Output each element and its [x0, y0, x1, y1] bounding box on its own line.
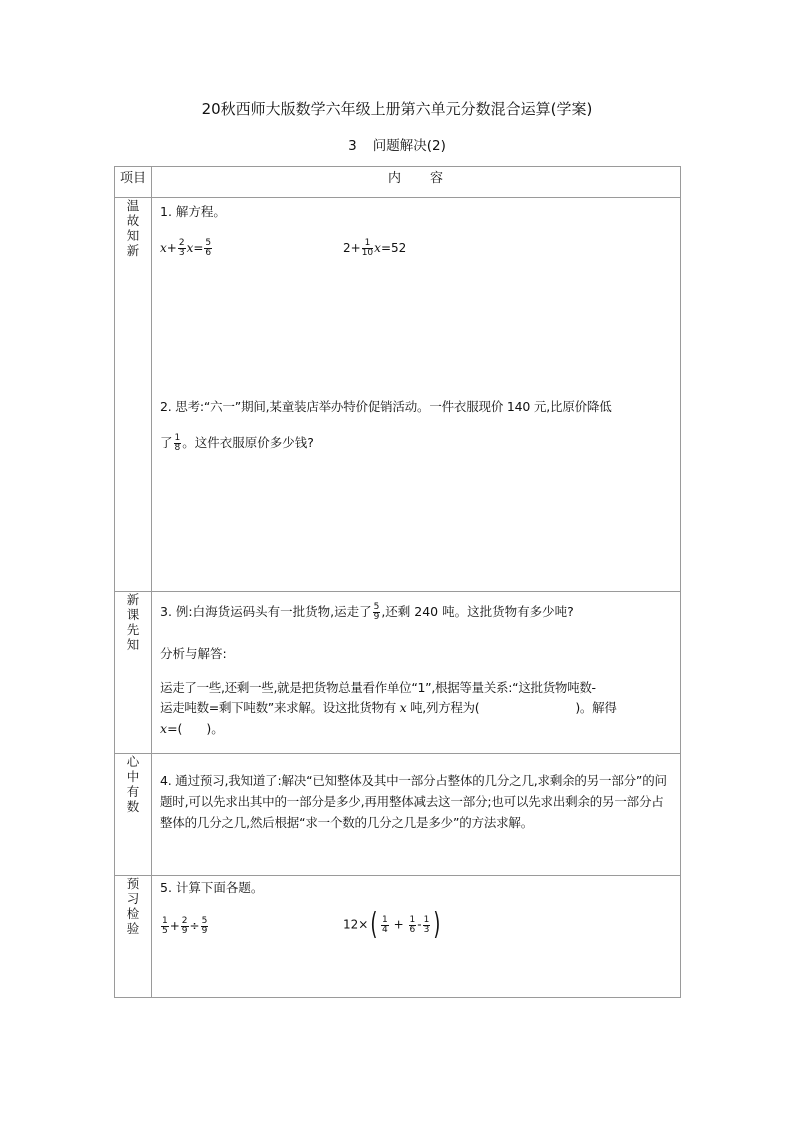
table-header-row: [115, 167, 681, 198]
analysis-line-2: [160, 696, 676, 720]
question-2-text: 了: [160, 435, 173, 450]
variable-x: x: [399, 700, 407, 715]
denominator: 10: [361, 248, 374, 258]
denominator: 6: [205, 248, 212, 258]
row-new-lesson: [115, 592, 681, 754]
row-label-cell: [115, 198, 152, 592]
denominator: 5: [162, 926, 168, 936]
section-subtitle: [0, 134, 794, 154]
fraction: [362, 239, 373, 258]
denominator: 3: [178, 248, 185, 258]
denominator: 4: [382, 924, 388, 935]
operator: +: [166, 241, 177, 255]
row-label-cell: [115, 754, 152, 876]
variable-x: x: [374, 241, 381, 255]
fraction: [178, 239, 186, 258]
column-header-item: 项目: [115, 167, 152, 198]
question-3: [160, 600, 574, 624]
row-label-cell: [115, 592, 152, 754]
numerator: 1: [409, 914, 416, 925]
numerator: 5: [373, 602, 380, 612]
numerator: 1: [174, 433, 181, 443]
row-content-review: [152, 198, 681, 592]
fraction: [381, 916, 389, 935]
fraction: [204, 239, 212, 258]
analysis-text: )。解得: [575, 700, 617, 715]
expression-lead: 12×: [343, 917, 369, 932]
expression-2: [343, 907, 443, 942]
denominator: 3: [423, 924, 430, 935]
row-check: [115, 876, 681, 998]
row-label-check: 预习检验: [126, 876, 140, 936]
question-2-text: 。这件衣服原价多少钱?: [182, 435, 314, 450]
fraction: [174, 434, 182, 453]
fraction: [161, 917, 169, 936]
denominator: 8: [174, 443, 181, 453]
numerator: 1: [382, 914, 388, 925]
denominator: 9: [201, 926, 208, 936]
row-label-new-lesson: 新课先知: [126, 592, 140, 652]
operator: ÷: [189, 919, 200, 933]
row-summary: [115, 754, 681, 876]
numerator: 5: [201, 916, 208, 926]
section-number: 3: [348, 138, 357, 154]
analysis-label: 分析与解答:: [160, 646, 227, 661]
question-3-text: 3. 例:白海货运码头有一批货物,运走了: [160, 604, 372, 619]
equation-1: [160, 236, 213, 260]
question-2-line-1: 2. 思考:“六一”期间,某童装店举办特价促销活动。一件衣服现价 140 元,比原价降低: [160, 399, 612, 414]
left-paren: (: [370, 907, 378, 942]
row-content-new-lesson: [152, 592, 681, 754]
question-2-line-2: [160, 431, 314, 455]
denominator: 6: [409, 924, 416, 935]
section-title: 问题解决(2): [372, 138, 446, 154]
equation-2: [343, 236, 406, 260]
row-review: [115, 198, 681, 592]
fraction: [409, 916, 417, 935]
numerator: 5: [205, 238, 212, 248]
numerator: 1: [162, 916, 168, 926]
fraction: [373, 603, 381, 622]
analysis-line-3: [160, 717, 224, 741]
page-title: 20秋西师大版数学六年级上册第六单元分数混合运算(学案): [201, 100, 593, 118]
operator: =: [193, 241, 204, 255]
denominator: 9: [373, 612, 380, 622]
analysis-text: =(: [167, 721, 183, 736]
analysis-text: 运走吨数=剩下吨数”来求解。设这批货物有: [160, 700, 396, 715]
numerator: 1: [362, 239, 373, 249]
right-paren: ): [433, 907, 441, 942]
question-1-title: 1. 解方程。: [160, 204, 226, 219]
row-content-check: [152, 876, 681, 998]
operator: +: [169, 919, 180, 933]
question-3-text: ,还剩 240 吨。这批货物有多少吨?: [381, 604, 574, 619]
row-label-review: 温故知新: [126, 198, 140, 258]
variable-x: x: [160, 721, 168, 736]
row-content-summary: [152, 754, 681, 876]
operator: +: [393, 917, 404, 932]
summary-text: 4. 通过预习,我知道了:解决“已知整体及其中一部分占整体的几分之几,求剩余的另一部分”的问题时,可以先求出其中的一部分是多少,再用整体减去这一部分;也可以先求出剩余的另一部分占整体的几分之几,然后根据“求一个数的几分之几是多少”的方法求解。: [160, 773, 667, 830]
operator: -: [417, 917, 422, 932]
denominator: 9: [181, 926, 188, 936]
variable-x: x: [186, 241, 194, 255]
expression-1: [160, 914, 209, 938]
numerator: 1: [423, 914, 430, 925]
numerator: 2: [181, 916, 188, 926]
column-header-content: 内 容: [152, 167, 681, 198]
analysis-line-1: 运走了一些,还剩一些,就是把货物总量看作单位“1”,根据等量关系:“这批货物吨数-: [160, 680, 596, 695]
fraction: [181, 917, 189, 936]
question-5-title: 5. 计算下面各题。: [160, 880, 264, 895]
variable-x: x: [160, 241, 167, 255]
analysis-text: 吨,列方程为(: [410, 700, 480, 715]
fraction: [423, 916, 431, 935]
analysis-text: )。: [206, 721, 224, 736]
lesson-table: [114, 166, 681, 998]
equation-lead: 2+: [343, 241, 361, 255]
equation-rest: =52: [380, 241, 407, 255]
numerator: 2: [178, 238, 185, 248]
fraction: [201, 917, 209, 936]
row-label-summary: 心中有数: [126, 754, 140, 814]
row-label-cell: [115, 876, 152, 998]
